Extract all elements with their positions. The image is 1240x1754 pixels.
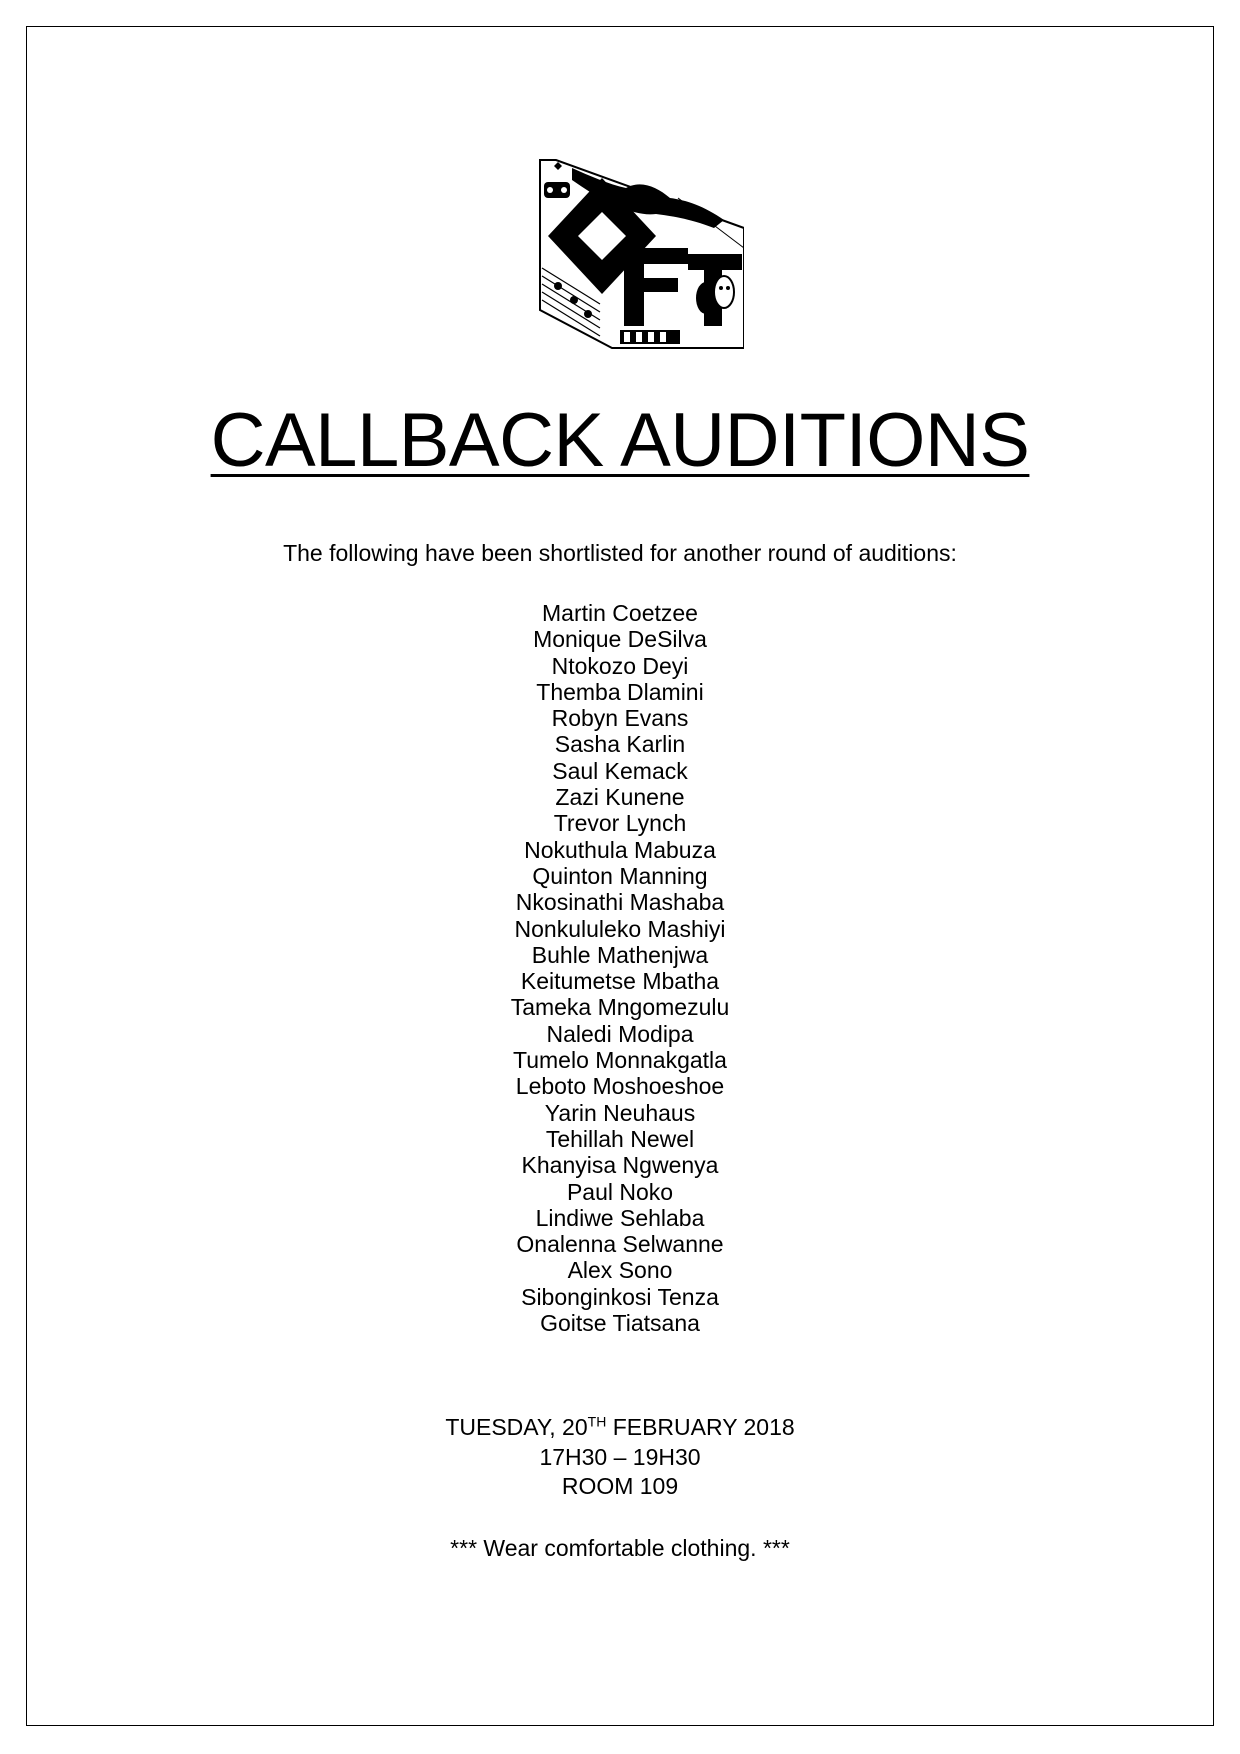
schedule-room: ROOM 109 <box>561 1473 679 1499</box>
shortlist <box>0 600 1240 1336</box>
list-item: Sibonginkosi Tenza <box>521 1283 719 1310</box>
list-item: Ntokozo Deyi <box>551 652 689 679</box>
list-item: Robyn Evans <box>551 705 689 732</box>
list-item: Alex Sono <box>567 1257 673 1284</box>
list-item: Leboto Moshoeshoe <box>515 1073 725 1100</box>
date-day: TUESDAY, 20 <box>445 1414 588 1440</box>
list-item: Tameka Mngomezulu <box>510 994 730 1021</box>
theatre-society-logo-icon <box>538 158 744 350</box>
date-month-year: FEBRUARY 2018 <box>606 1414 795 1440</box>
page-title-text: CALLBACK AUDITIONS <box>210 398 1030 483</box>
list-item: Goitse Tiatsana <box>540 1310 700 1337</box>
list-item: Trevor Lynch <box>553 810 687 837</box>
page-title <box>0 396 1240 486</box>
list-item: Tumelo Monnakgatla <box>513 1047 727 1074</box>
list-item: Lindiwe Sehlaba <box>535 1204 705 1231</box>
list-item: Keitumetse Mbatha <box>520 968 720 995</box>
date-ordinal: TH <box>587 1413 607 1430</box>
list-item: Buhle Mathenjwa <box>531 941 709 968</box>
intro-text: The following have been shortlisted for another round of auditions: <box>283 540 957 566</box>
list-item: Sasha Karlin <box>554 731 686 758</box>
list-item: Nkosinathi Mashaba <box>515 889 725 916</box>
schedule-date <box>0 1413 1240 1443</box>
schedule <box>0 1413 1240 1502</box>
list-item: Saul Kemack <box>552 757 688 784</box>
list-item: Martin Coetzee <box>542 600 698 626</box>
list-item: Quinton Manning <box>532 862 708 889</box>
list-item: Monique DeSilva <box>533 626 707 653</box>
list-item: Khanyisa Ngwenya <box>521 1152 719 1179</box>
list-item: Tehillah Newel <box>545 1125 695 1152</box>
list-item: Yarin Neuhaus <box>544 1099 696 1126</box>
schedule-time: 17H30 – 19H30 <box>539 1443 701 1470</box>
list-item: Nokuthula Mabuza <box>524 836 716 863</box>
list-item: Paul Noko <box>566 1178 674 1205</box>
list-item: Zazi Kunene <box>555 784 685 811</box>
list-item: Themba Dlamini <box>536 678 704 705</box>
list-item: Onalenna Selwanne <box>516 1231 724 1258</box>
list-item: Naledi Modipa <box>546 1020 694 1047</box>
clothing-note: *** Wear comfortable clothing. *** <box>450 1535 790 1561</box>
list-item: Nonkululeko Mashiyi <box>514 915 726 942</box>
